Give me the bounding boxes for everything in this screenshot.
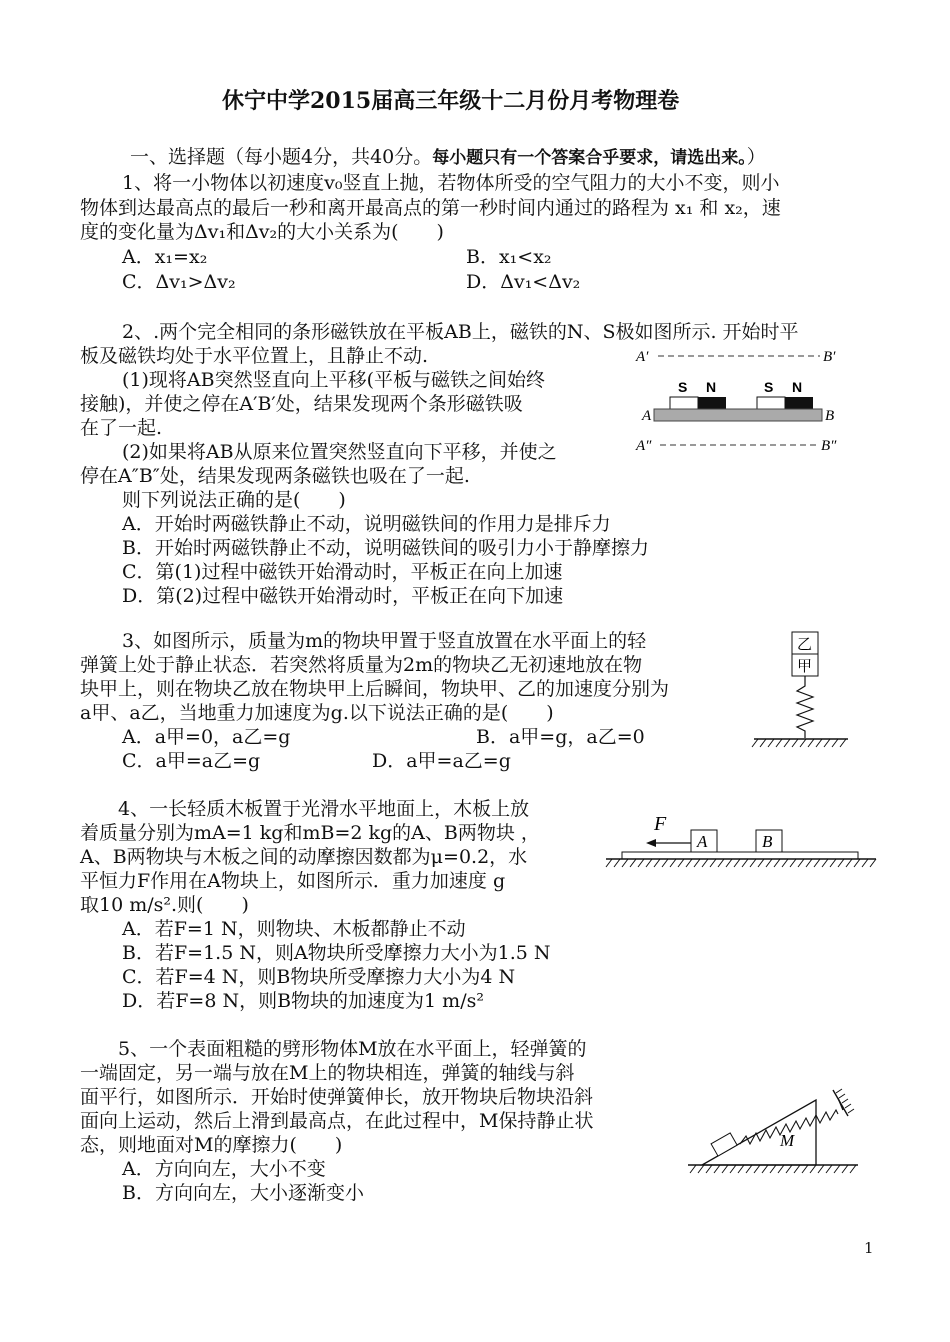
- q4-option-b: B．若F=1.5 N，则A物块所受摩擦力大小为1.5 N: [122, 942, 551, 964]
- q1-line-2: 物体到达最高点的最后一秒和离开最高点的第一秒时间内通过的路程为 x₁ 和 x₂，速: [80, 197, 781, 219]
- magnet-1-s: [670, 397, 698, 409]
- board-blocks-figure: [606, 810, 886, 880]
- block-yi-label: 乙: [797, 635, 813, 653]
- q3-option-b: B．a甲=g，a乙=0: [476, 726, 645, 748]
- q3-line-1: 3、如图所示，质量为m的物块甲置于竖直放置在水平面上的轻: [122, 630, 647, 652]
- q4-line-4: 平恒力F作用在A物块上，如图所示．重力加速度 g: [80, 870, 506, 892]
- magnet-2-n-label: N: [792, 379, 803, 395]
- q2-option-d: D．第(2)过程中磁铁开始滑动时，平板正在向下加速: [122, 585, 564, 607]
- q2-line-2: 板及磁铁均处于水平位置上，且静止不动.: [80, 345, 429, 367]
- label-a: A: [642, 408, 652, 424]
- q4-line-3: A、B两物块与木板之间的动摩擦因数都为μ=0.2，水: [80, 846, 528, 868]
- wedge-spring-figure: [688, 1040, 868, 1180]
- q5-line-5: 态，则地面对M的摩擦力( ): [80, 1134, 343, 1156]
- block-a-label: A: [697, 832, 708, 851]
- q2-option-b: B．开始时两磁铁静止不动，说明磁铁间的吸引力小于静摩擦力: [122, 537, 649, 559]
- q1-option-c: C．Δv₁>Δv₂: [122, 271, 236, 293]
- spring-blocks-figure: [752, 630, 852, 750]
- label-b: B: [825, 408, 835, 424]
- magnet-1-n-label: N: [706, 379, 717, 395]
- section-heading-text: 一、选择题（每小题4分，共40分。: [130, 146, 433, 168]
- ground-hatch: [690, 1165, 856, 1173]
- q3-option-c: C．a甲=a乙=g: [122, 750, 261, 772]
- magnet-2-n: [785, 397, 813, 409]
- q1-option-a: A．x₁=x₂: [122, 246, 208, 268]
- block-jia-label: 甲: [797, 657, 813, 675]
- magnet-board-figure: [630, 340, 850, 460]
- q3-line-4: a甲、a乙，当地重力加速度为g.以下说法正确的是( ): [80, 702, 554, 724]
- q2-line-3: (1)现将AB突然竖直向上平移(平板与磁铁之间始终: [122, 369, 546, 391]
- magnet-2-s-label: S: [764, 379, 774, 395]
- q4-option-a: A．若F=1 N，则物块、木板都静止不动: [122, 918, 466, 940]
- q2-line-4: 接触)，并使之停在A′B′处，结果发现两个条形磁铁吸: [80, 393, 523, 415]
- q2-line-8: 则下列说法正确的是( ): [122, 489, 346, 511]
- section-close: ）: [746, 146, 766, 168]
- label-a-prime: A′: [636, 349, 649, 365]
- q5-line-4: 面向上运动，然后上滑到最高点，在此过程中，M保持静止状: [80, 1110, 594, 1132]
- magnet-2-s: [757, 397, 785, 409]
- q3-option-a: A．a甲=0，a乙=g: [122, 726, 291, 748]
- q5-line-2: 一端固定，另一端与放在M上的物块相连，弹簧的轴线与斜: [80, 1062, 575, 1084]
- q4-option-c: C．若F=4 N，则B物块所受摩擦力大小为4 N: [122, 966, 516, 988]
- magnet-1-s-label: S: [678, 379, 688, 395]
- page-title: 休宁中学2015届高三年级十二月份月考物理卷: [222, 88, 680, 114]
- q1-option-b: B．x₁<x₂: [466, 246, 552, 268]
- q2-option-a: A．开始时两磁铁静止不动，说明磁铁间的作用力是排斥力: [122, 513, 611, 535]
- spring: [797, 676, 813, 738]
- q3-line-3: 块甲上，则在物块乙放在物块甲上后瞬间，物块甲、乙的加速度分别为: [80, 678, 670, 700]
- section-rule: 每小题只有一个答案合乎要求，请选出来。: [432, 148, 747, 168]
- wedge-m-label: M: [780, 1131, 795, 1150]
- ground-hatch: [752, 739, 846, 747]
- magnet-1-n: [698, 397, 726, 409]
- force-label: F: [654, 813, 667, 835]
- label-b-double-prime: B″: [821, 438, 837, 454]
- q1-option-d: D．Δv₁<Δv₂: [466, 271, 581, 293]
- q4-line-2: 着质量分别为mA=1 kg和mB=2 kg的A、B两物块 ，: [80, 822, 540, 844]
- label-b-prime: B′: [823, 349, 836, 365]
- q2-option-c: C．第(1)过程中磁铁开始滑动时，平板正在向上加速: [122, 561, 563, 583]
- board: [622, 852, 858, 859]
- q4-line-5: 取10 m/s².则( ): [80, 894, 249, 916]
- q2-line-7: 停在A″B″处，结果发现两条磁铁也吸在了一起.: [80, 465, 470, 487]
- q1-line-3: 度的变化量为Δv₁和Δv₂的大小关系为( ): [80, 221, 444, 243]
- q5-line-1: 5、一个表面粗糙的劈形物体M放在水平面上，轻弹簧的: [118, 1038, 587, 1060]
- q2-line-1: 2、.两个完全相同的条形磁铁放在平板AB上，磁铁的N、S极如图所示. 开始时平: [122, 321, 799, 343]
- q1-line-1: 1、将一小物体以初速度v₀竖直上抛，若物体所受的空气阻力的大小不变，则小: [122, 172, 780, 194]
- q3-line-2: 弹簧上处于静止状态．若突然将质量为2m的物块乙无初速地放在物: [80, 654, 643, 676]
- section-heading: [130, 145, 766, 170]
- board-ab: [654, 409, 822, 421]
- q2-line-5: 在了一起.: [80, 417, 163, 439]
- q5-option-a: A．方向向左，大小不变: [122, 1158, 326, 1180]
- q2-line-6: (2)如果将AB从原来位置突然竖直向下平移，并使之: [122, 441, 557, 463]
- q5-option-b: B．方向向左，大小逐渐变小: [122, 1182, 364, 1204]
- floor-hatch: [606, 859, 876, 867]
- q3-option-d: D．a甲=a乙=g: [372, 750, 511, 772]
- block-b-label: B: [762, 832, 773, 851]
- q5-line-3: 面平行，如图所示．开始时使弹簧伸长，放开物块后物块沿斜: [80, 1086, 594, 1108]
- page-number: 1: [864, 1239, 874, 1257]
- q4-option-d: D．若F=8 N，则B物块的加速度为1 m/s²: [122, 990, 484, 1012]
- label-a-double-prime: A″: [636, 438, 652, 454]
- q4-line-1: 4、一长轻质木板置于光滑水平地面上，木板上放: [118, 798, 530, 820]
